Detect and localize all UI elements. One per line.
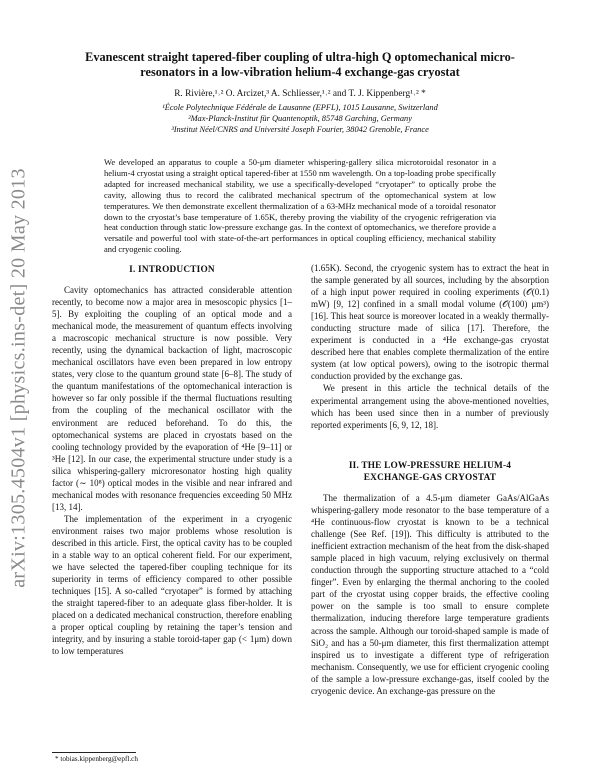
paper-title: Evanescent straight tapered-fiber coupling of ultra-high Q optomechanical micro-resonators in a low-vibration helium-4 exchange-gas cryostat [85,50,515,79]
affiliation-2: ²Max-Planck-Institut für Quantenoptik, 85748 Garching, Germany [188,114,412,123]
affiliation-1: ¹École Polytechnique Fédérale de Lausanne (EPFL), 1015 Lausanne, Switzerland [162,103,438,112]
intro-paragraph-4: We present in this article the technical details of the experimental arrangement using the above-mentioned novelties, which has been used since then in a number of previously reported experiments [6, 9, 12, 18]. [311,383,549,430]
right-column-bottom [311,492,549,697]
section-1-heading: I. INTRODUCTION [129,265,215,275]
section-2-heading-line-2: EXCHANGE-GAS CRYOSTAT [363,473,497,483]
arxiv-identifier: arXiv:1305.4504v1 [physics.ins-det] 20 May 2013 [7,168,30,588]
intro-paragraph-3: (1.65K). Second, the cryogenic system has to extract the heat in the sample generated by all sources, including by the absorption of a high input power required in cooling experiments (𝒪(0.1) mW) [9, 12] confined in a small modal volume (𝒪(100) μm³) [16]. This heat source is moreover located in a weakly thermally-conducting structure made of silica [17]. Therefore, the experiment is conducted in a ⁴He exchange-gas cryostat described here that enables complete thermalization of the entire system (at low optical powers), owing to the isotropic thermal conduction provided by the exchange gas. [311,263,549,382]
affiliation-3: ³Institut Néel/CNRS and Université Joseph Fourier, 38042 Grenoble, France [171,125,429,134]
section-2-heading-line-1: II. THE LOW-PRESSURE HELIUM-4 [348,461,512,471]
arxiv-stamp [2,0,36,776]
corresponding-author-footnote: * tobias.kippenberg@epfl.ch [55,755,138,763]
author-list: R. Rivière,¹˒² O. Arcizet,³ A. Schliesser,¹˒² and T. J. Kippenberg¹˒² * [174,89,426,99]
footnote-divider [52,752,136,753]
left-column [52,284,292,657]
intro-paragraph-2: The implementation of the experiment in a cryogenic environment raises two major problems whose resolution is described in this article. First, the optical cavity has to be coupled in a stable way to an optical coherent field. For our experiment, we have selected the tapered-fiber coupling technique for its superiority in terms of efficiency compared to other possible techniques [15]. A so-called “cryotaper” is formed by attaching the straight tapered-fiber to an adequate glass fiber-holder. It is placed on a dedicated mechanical construction, therefore enabling a proper optical coupling by retaining the taper’s tension and integrity, and by insuring a stable toroid-taper gap (< 1μm) down to low temperatures [52,513,292,657]
section-2-heading [311,460,549,484]
abstract: We developed an apparatus to couple a 50-μm diameter whispering-gallery silica microtoroidal resonator in a helium-4 cryostat using a straight optical tapered-fiber at 1550 nm wavelength. On a top-loading probe specifically adapted for increased mechanical stability, we use a specifically-developed “cryotaper” to optically probe the cavity, allowing thus to record the calibrated mechanical spectrum of the optomechanical system at low temperatures. We then demonstrate excellent thermalization of a 63-MHz mechanical mode of a toroidal resonator down to the cryostat’s base temperature of 1.65K, thereby proving the viability of the cryogenic refrigeration via heat conduction through static low-pressure exchange gas. In the context of optomechanics, we therefore provide a versatile and powerful tool with state-of-the-art performances in optical coupling efficiency, mechanical stability and cryogenic cooling. [104,157,496,255]
intro-paragraph-1: Cavity optomechanics has attracted considerable attention recently, to become now a major area in mesoscopic physics [1–5]. By exploiting the coupling of an optical mode and a mechanical mode, the measurement of quantum effects involving a macroscopic mechanical structure is now possible. Very recently, using the dynamical backaction of light, macroscopic mechanical oscillators have even been prepared in low entropy states, very close to the quantum ground state [6–8]. The study of the quantum manifestations of the optomechanical interaction is however so far only possible if the thermal fluctuations resulting from the coupling of the mechanical oscillator with the environment are reduced beforehand. To do this, the optomechanical systems are placed in cryostats based on the cooling technology provided by the evaporation of ⁴He [9–11] or ³He [12]. In our case, the experimental structure under study is a silica whispering-gallery microresonator hosting high quality factor (∼ 10⁸) optical modes in the visible and near infrared and mechanical modes with resonance frequencies exceeding 50 MHz [13, 14]. [52,285,292,512]
right-column-top [311,262,549,431]
section-2-paragraph-1: The thermalization of a 4.5-μm diameter GaAs/AlGaAs whispering-gallery mode resonator to the base temperature of a ⁴He continuous-flow cryostat is known to be a technical challenge (See Ref. [19]). This difficulty is attributed to the inefficient extraction mechanism of the heat from the disk-shaped sample placed in high vacuum, relying exclusively on thermal conduction through the supporting structure attached to a “cold finger”. Even by enlarging the thermal anchoring to the cooled part of the cryostat using copper braids, the effective cooling power on the sample is too small to ensure complete thermalization, inducing therefore large temperature gradients across the sample. Although our toroid-shaped sample is made of SiO₂ and has a 50-μm diameter, this first thermalization attempt inspired us to investigate a different type of refrigeration mechanism. Consequently, we use for efficient cryogenic cooling of the sample a low-pressure exchange-gas, itself cooled by the cryogenic device. An exchange-gas pressure on the [311,493,549,696]
